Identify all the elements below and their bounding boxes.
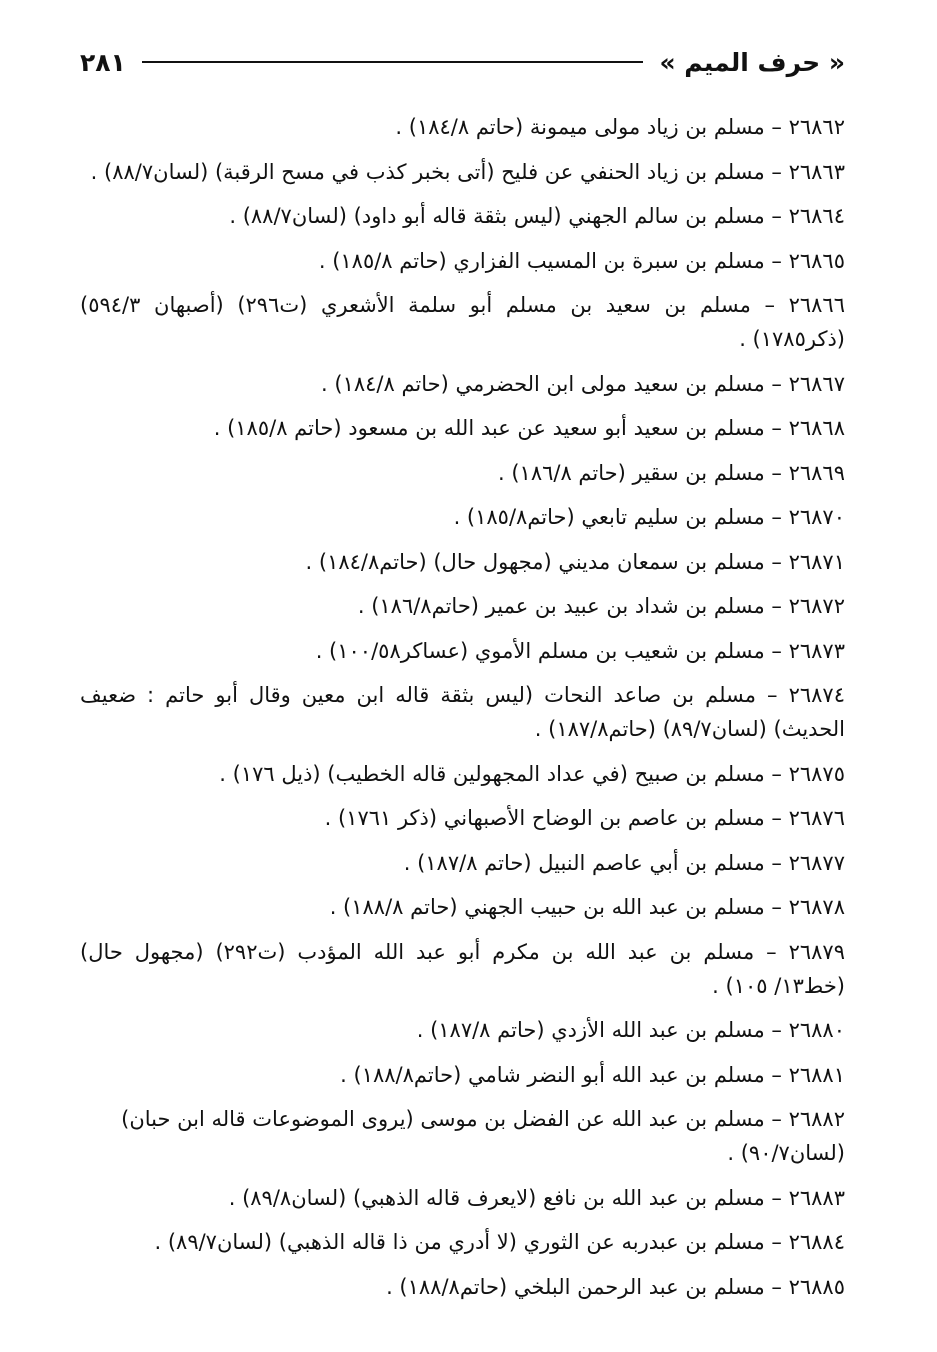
entry: ٢٦٨٨٥ – مسلم بن عبد الرحمن البلخي (حاتم١٨٨/٨) . bbox=[386, 1274, 845, 1299]
header-rule bbox=[142, 61, 644, 63]
entry: ٢٦٨٦٨ – مسلم بن سعيد أبو سعيد عن عبد الله بن مسعود (حاتم ١٨٥/٨) . bbox=[213, 416, 845, 440]
entry: ٢٦٨٨٣ – مسلم بن عبد الله بن نافع (لايعرف قاله الذهبي) (لسان٨٩/٨) . bbox=[228, 1185, 845, 1210]
entry: ٢٦٨٦٧ – مسلم بن سعيد مولى ابن الحضرمي (حاتم ١٨٤/٨) . bbox=[321, 371, 845, 396]
entry: ٢٦٨٧٩ – مسلم بن عبد الله بن مكرم أبو عبد الله المؤدب (ت٢٩٢) (مجهول حال) (خط١٣/ ١٠٥) . bbox=[80, 939, 845, 998]
header-title: « حرف الميم » bbox=[659, 47, 845, 77]
entry: ٢٦٨٧٨ – مسلم بن عبد الله بن حبيب الجهني (حاتم ١٨٨/٨) . bbox=[329, 895, 845, 919]
entry: ٢٦٨٨١ – مسلم بن عبد الله أبو النضر شامي (حاتم١٨٨/٨) . bbox=[340, 1062, 845, 1087]
entry: ٢٦٨٧٥ – مسلم بن صبيح (في عداد المجهولين قاله الخطيب) (ذيل ١٧٦) . bbox=[219, 761, 845, 786]
entry: ٢٦٨٦٩ – مسلم بن سقير (حاتم ١٨٦/٨) . bbox=[498, 460, 845, 485]
entry: ٢٦٨٧٣ – مسلم بن شعيب بن مسلم الأموي (عساكر١٠٠/٥٨) . bbox=[315, 638, 845, 663]
page-number: ٢٨١ bbox=[80, 47, 126, 77]
entry: ٢٦٨٧٦ – مسلم بن عاصم بن الوضاح الأصبهاني (ذكر ١٧٦١) . bbox=[324, 806, 845, 830]
entry: ٢٦٨٨٠ – مسلم بن عبد الله الأزدي (حاتم ١٨٧/٨) . bbox=[416, 1018, 845, 1042]
entry: ٢٦٨٦٣ – مسلم بن زياد الحنفي عن فليح (أتى بخبر كذب في مسح الرقبة) (لسان٨٨/٧) . bbox=[90, 159, 845, 184]
entry: ٢٦٨٨٤ – مسلم بن عبدربه عن الثوري (لا أدري من ذا قاله الذهبي) (لسان٨٩/٧) . bbox=[154, 1230, 845, 1254]
entry: ٢٦٨٧٤ – مسلم بن صاعد النحات (ليس بثقة قاله ابن معين وقال أبو حاتم : ضعيف الحديث) (لسان٨٩/٧) (حاتم١٨٧/٨) . bbox=[80, 683, 845, 741]
entry: ٢٦٨٧٠ – مسلم بن سليم تابعي (حاتم١٨٥/٨) . bbox=[453, 505, 845, 529]
entry: ٢٦٨٦٢ – مسلم بن زياد مولى ميمونة (حاتم ١٨٤/٨) . bbox=[395, 115, 845, 139]
entry: ٢٦٨٧٧ – مسلم بن أبي عاصم النبيل (حاتم ١٨٧/٨) . bbox=[403, 850, 845, 875]
entry: ٢٦٨٦٤ – مسلم بن سالم الجهني (ليس بثقة قاله أبو داود) (لسان٨٨/٧) . bbox=[229, 204, 845, 228]
entry-list bbox=[80, 110, 845, 1314]
entry: ٢٦٨٦٦ – مسلم بن سعيد بن مسلم أبو سلمة الأشعري (ت٢٩٦) (أصبهان ٥٩٤/٣) (ذكر١٧٨٥) . bbox=[80, 293, 845, 351]
entry: ٢٦٨٦٥ – مسلم بن سبرة بن المسيب الفزاري (حاتم ١٨٥/٨) . bbox=[318, 248, 845, 273]
page-header bbox=[80, 40, 845, 84]
entry: ٢٦٨٧١ – مسلم بن سمعان مديني (مجهول حال) (حاتم١٨٤/٨) . bbox=[305, 549, 845, 574]
entry: ٢٦٨٧٢ – مسلم بن شداد بن عبيد بن عمير (حاتم١٨٦/٨) . bbox=[357, 594, 845, 618]
entry: ٢٦٨٨٢ – مسلم بن عبد الله عن الفضل بن موسى (يروى الموضوعات قاله ابن حبان) (لسان٩٠/٧) . bbox=[121, 1107, 845, 1165]
